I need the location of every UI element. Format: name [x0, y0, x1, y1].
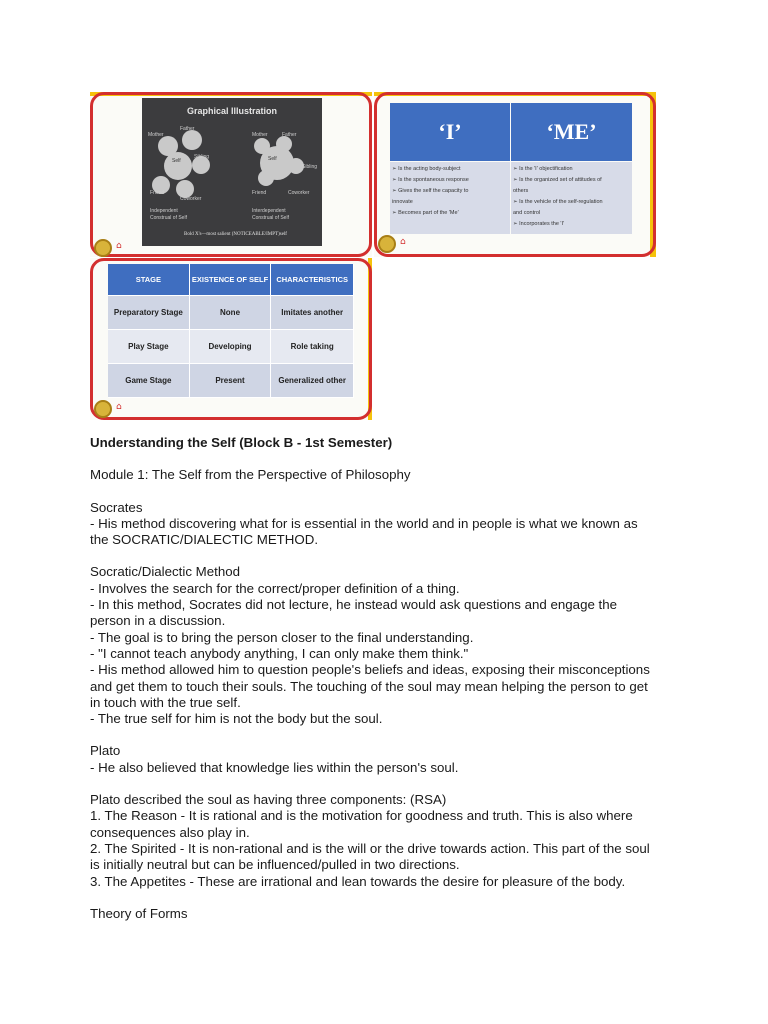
left-label-friend: Friend [150, 190, 165, 196]
mother-circle-right [254, 138, 270, 154]
soul-heading: Plato described the soul as having three components: (RSA) [90, 792, 447, 808]
i-item: innovate [392, 199, 413, 205]
right-label-sibling: Sibling [302, 164, 318, 170]
table-row [108, 364, 354, 398]
module-heading: Module 1: The Self from the Perspective of Philosophy [90, 467, 411, 483]
forms-heading: Theory of Forms [90, 905, 188, 921]
paragraph-line: consequences also play in. [90, 824, 250, 840]
slide-i-and-me [374, 92, 656, 257]
paragraph-line: - He also believed that knowledge lies within the person's soul. [90, 759, 459, 775]
me-header: ‘ME’ [511, 103, 632, 161]
me-item: ➢ Incorporates the 'I' [513, 221, 565, 227]
table-cell: Play Stage [108, 330, 190, 364]
paragraph-line: - Involves the search for the correct/proper definition of a thing. [90, 580, 460, 596]
right-label-self: Self [268, 156, 277, 162]
i-item: ➢ Becomes part of the 'Me' [392, 210, 459, 216]
left-label-father: Father [180, 126, 195, 132]
paragraph-line: - His method allowed him to question people's beliefs and ideas, exposing their misconceptions [90, 662, 650, 678]
right-label-mother: Mother [252, 132, 268, 138]
i-body [390, 162, 510, 234]
plato-heading: Plato [90, 743, 121, 759]
home-icon: ⌂ [116, 241, 122, 251]
method-heading: Socratic/Dialectic Method [90, 564, 241, 580]
table-cell: Imitates another [271, 296, 354, 330]
left-label-mother: Mother [148, 132, 164, 138]
paragraph-line: is initially neutral but can be influenced/pulled in two directions. [90, 857, 460, 873]
left-caption-line1: Independent [150, 208, 178, 214]
table-cell: Preparatory Stage [108, 296, 190, 330]
left-caption-line2: Construal of Self [150, 215, 187, 221]
header-stage: STAGE [108, 264, 190, 296]
paragraph-line: 3. The Appetites - These are irrational and lean towards the desire for pleasure of the body. [90, 873, 626, 889]
paragraph-line: - The goal is to bring the person closer to the final understanding. [90, 629, 474, 645]
i-item: ➢ Gives the self the capacity to [392, 188, 469, 194]
home-icon: ⌂ [400, 237, 406, 247]
document-title: Understanding the Self (Block B - 1st Semester) [90, 435, 393, 450]
seal-icon [94, 400, 112, 418]
paragraph-line: the SOCRATIC/DIALECTIC METHOD. [90, 532, 319, 548]
me-item: ➢ Is the 'I' objectification [513, 166, 573, 172]
right-label-friend: Friend [252, 190, 267, 196]
me-item: ➢ Is the organized set of attitudes of [513, 177, 602, 183]
table-cell: Role taking [271, 330, 354, 364]
paragraph-line: - The true self for him is not the body but the soul. [90, 711, 383, 727]
header-existence: EXISTENCE OF SELF [190, 264, 272, 296]
table-cell: Present [190, 364, 272, 398]
father-circle-right [276, 136, 292, 152]
i-header: ‘I’ [390, 103, 510, 161]
friend-circle-right [258, 170, 274, 186]
left-label-coworker: Coworker [180, 196, 202, 202]
home-icon: ⌂ [116, 402, 122, 412]
me-item: ➢ Is the vehicle of the self-regulation [513, 199, 603, 205]
stage-table [108, 264, 354, 398]
paragraph-line: 2. The Spirited - It is non-rational and is the will or the drive towards action. This part of the soul [90, 840, 650, 856]
illustration-footer: Bold X's—most salient (NOTICEABLE/IMPT)self [184, 232, 287, 237]
table-cell: Generalized other [271, 364, 354, 398]
i-item: ➢ Is the spontaneous response [392, 177, 469, 183]
table-cell: Developing [190, 330, 272, 364]
illustration-title: Graphical Illustration [186, 106, 278, 116]
table-row [108, 296, 354, 330]
table-cell: None [190, 296, 272, 330]
paragraph-line: in touch with the true self. [90, 694, 241, 710]
paragraph-line: - In this method, Socrates did not lecture, he instead would ask questions and engage the [90, 597, 618, 613]
me-item: others [513, 188, 529, 194]
table-cell: Game Stage [108, 364, 190, 398]
right-caption-line1: Interdependent [252, 208, 286, 214]
father-circle [182, 130, 202, 150]
illustration-photo [142, 98, 322, 246]
paragraph-line: and get them to touch their souls. The touching of the soul may mean helping the person to get [90, 678, 648, 694]
right-label-father: Father [282, 132, 297, 138]
table-row [108, 330, 354, 364]
right-caption-line2: Construal of Self [252, 215, 289, 221]
paragraph-line: - "I cannot teach anybody anything, I can only make them think." [90, 645, 469, 661]
seal-icon [94, 239, 112, 257]
socrates-heading: Socrates [90, 499, 143, 515]
paragraph-line: 1. The Reason - It is rational and is the motivation for goodness and truth. This is also where [90, 808, 633, 824]
header-characteristics: CHARACTERISTICS [271, 264, 354, 296]
right-label-coworker: Coworker [288, 190, 310, 196]
self-circle [164, 152, 192, 180]
slide-graphical-illustration [90, 92, 372, 257]
document-body [90, 435, 690, 922]
me-item: and control [513, 210, 541, 216]
paragraph-line: - His method discovering what for is essential in the world and in people is what we known as [90, 515, 638, 531]
slide-stage-table [90, 258, 372, 420]
seal-icon [378, 235, 396, 253]
i-item: ➢ Is the acting body-subject [392, 166, 461, 172]
left-label-self: Self [172, 158, 181, 164]
left-label-sibling: Sibling [194, 154, 210, 160]
paragraph-line: person in a discussion. [90, 613, 226, 629]
